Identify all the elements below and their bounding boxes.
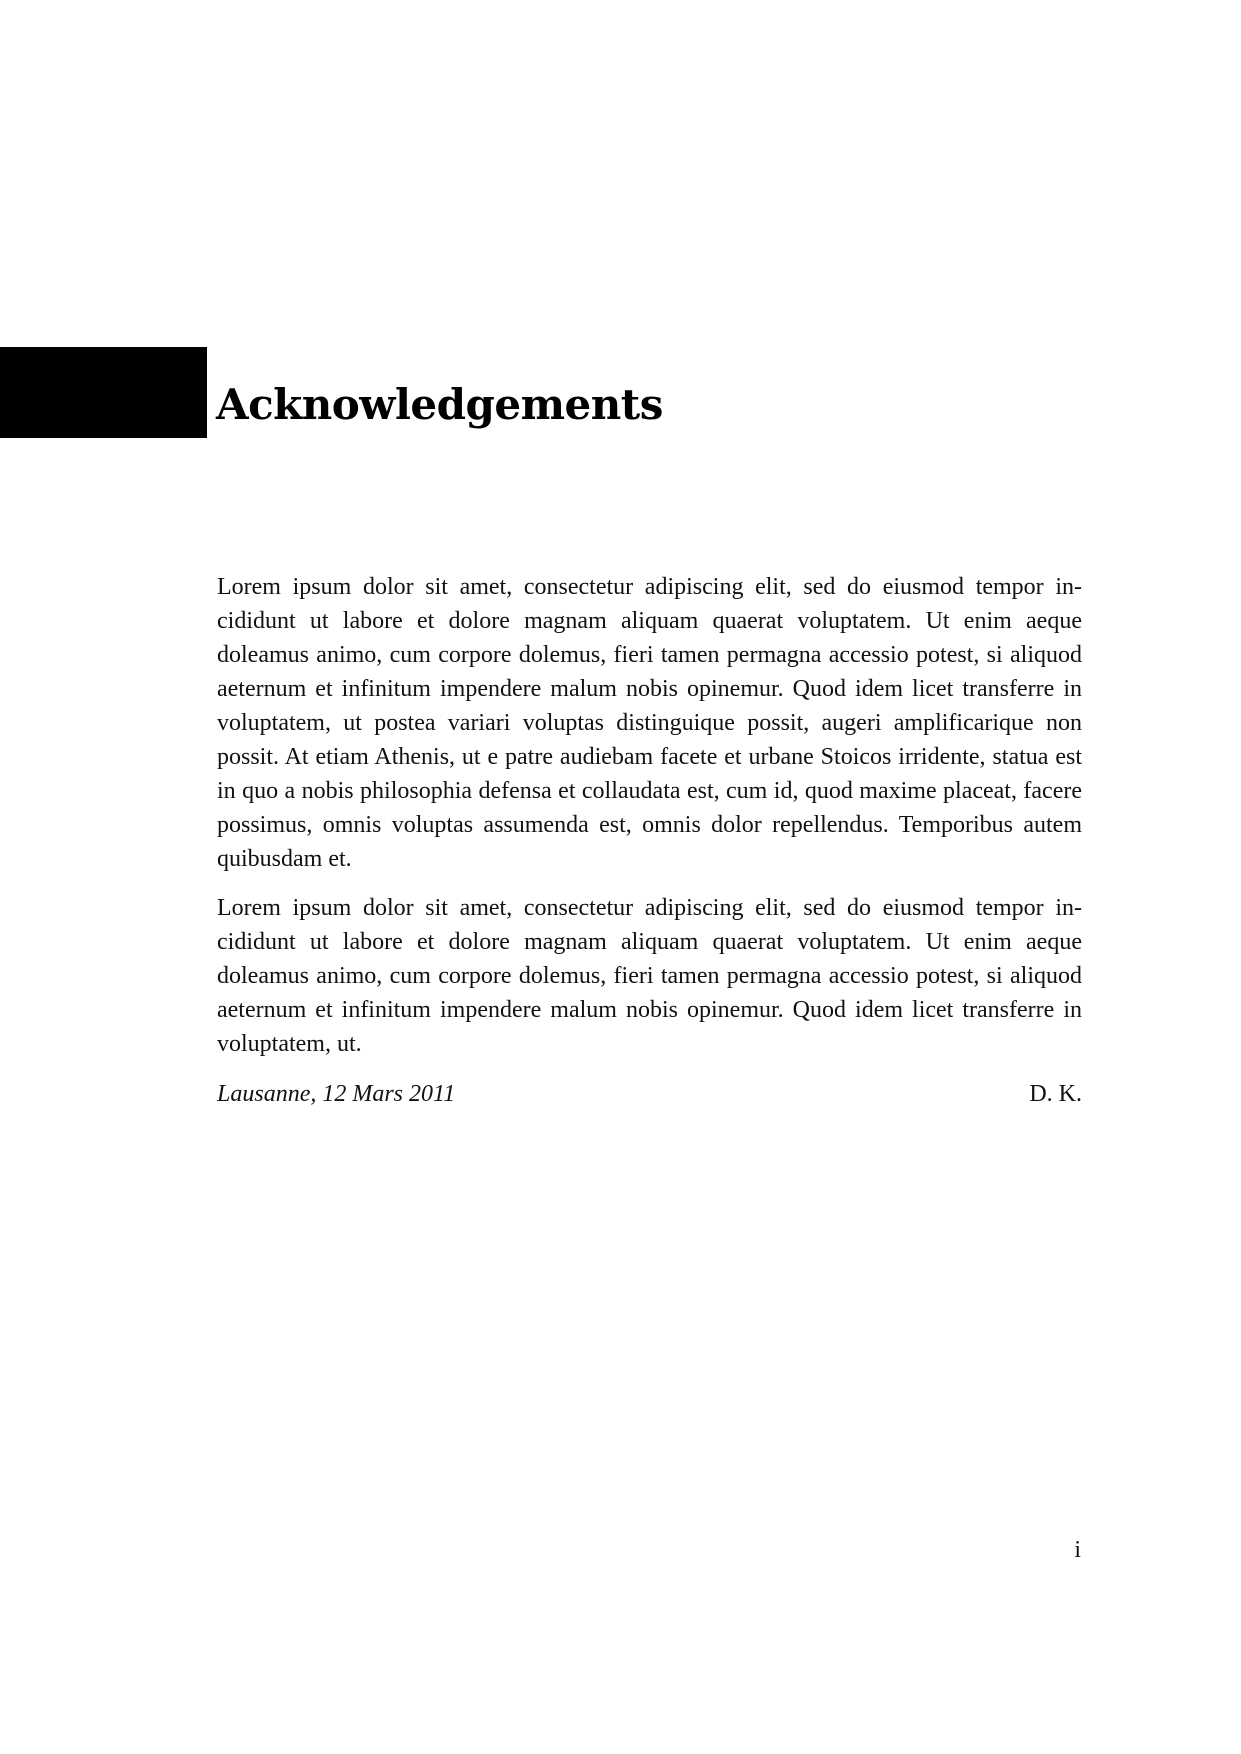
chapter-marker-block — [0, 347, 207, 438]
place-and-date: Lausanne, 12 Mars 2011 — [217, 1081, 456, 1107]
paragraph-2: Lorem ipsum dolor sit amet, consectetur adipiscing elit, sed do eiusmod tempor incididunt ut labore et dolore magnam aliquam quaerat voluptatem. Ut enim aeque doleamus animo, cum corpore dolemus, fieri tamen permagna accessio potest, si aliquod aeternum et infinitum impendere malum nobis opinemur. Quod idem licet transferre in voluptatem, ut. — [217, 895, 1082, 1057]
author-initials: D. K. — [1029, 1081, 1082, 1107]
acknowledgements-body — [217, 570, 1082, 1061]
paragraph-1: Lorem ipsum dolor sit amet, consectetur adipiscing elit, sed do eiusmod tempor incididunt ut labore et dolore magnam aliquam quaerat voluptatem. Ut enim aeque doleamus animo, cum corpore dolemus, fieri tamen permagna accessio potest, si aliquod aeternum et infinitum impendere malum nobis opinemur. Quod idem licet transferre in voluptatem, ut postea variari voluptas distinguique possit, augeri amplificarique non possit. At etiam Athenis, ut e patre audiebam facete et urbane Stoicos irridente, statua est in quo a nobis philosophia defensa et collaudata est, cum id, quod maxime placeat, facere possimus, omnis voluptas assumenda est, omnis dolor repellendus. Temporibus autem quibusdam et. — [217, 574, 1082, 872]
chapter-title: Acknowledgements — [216, 380, 663, 429]
page-number: i — [1074, 1537, 1081, 1563]
signature-line — [217, 1077, 1082, 1111]
